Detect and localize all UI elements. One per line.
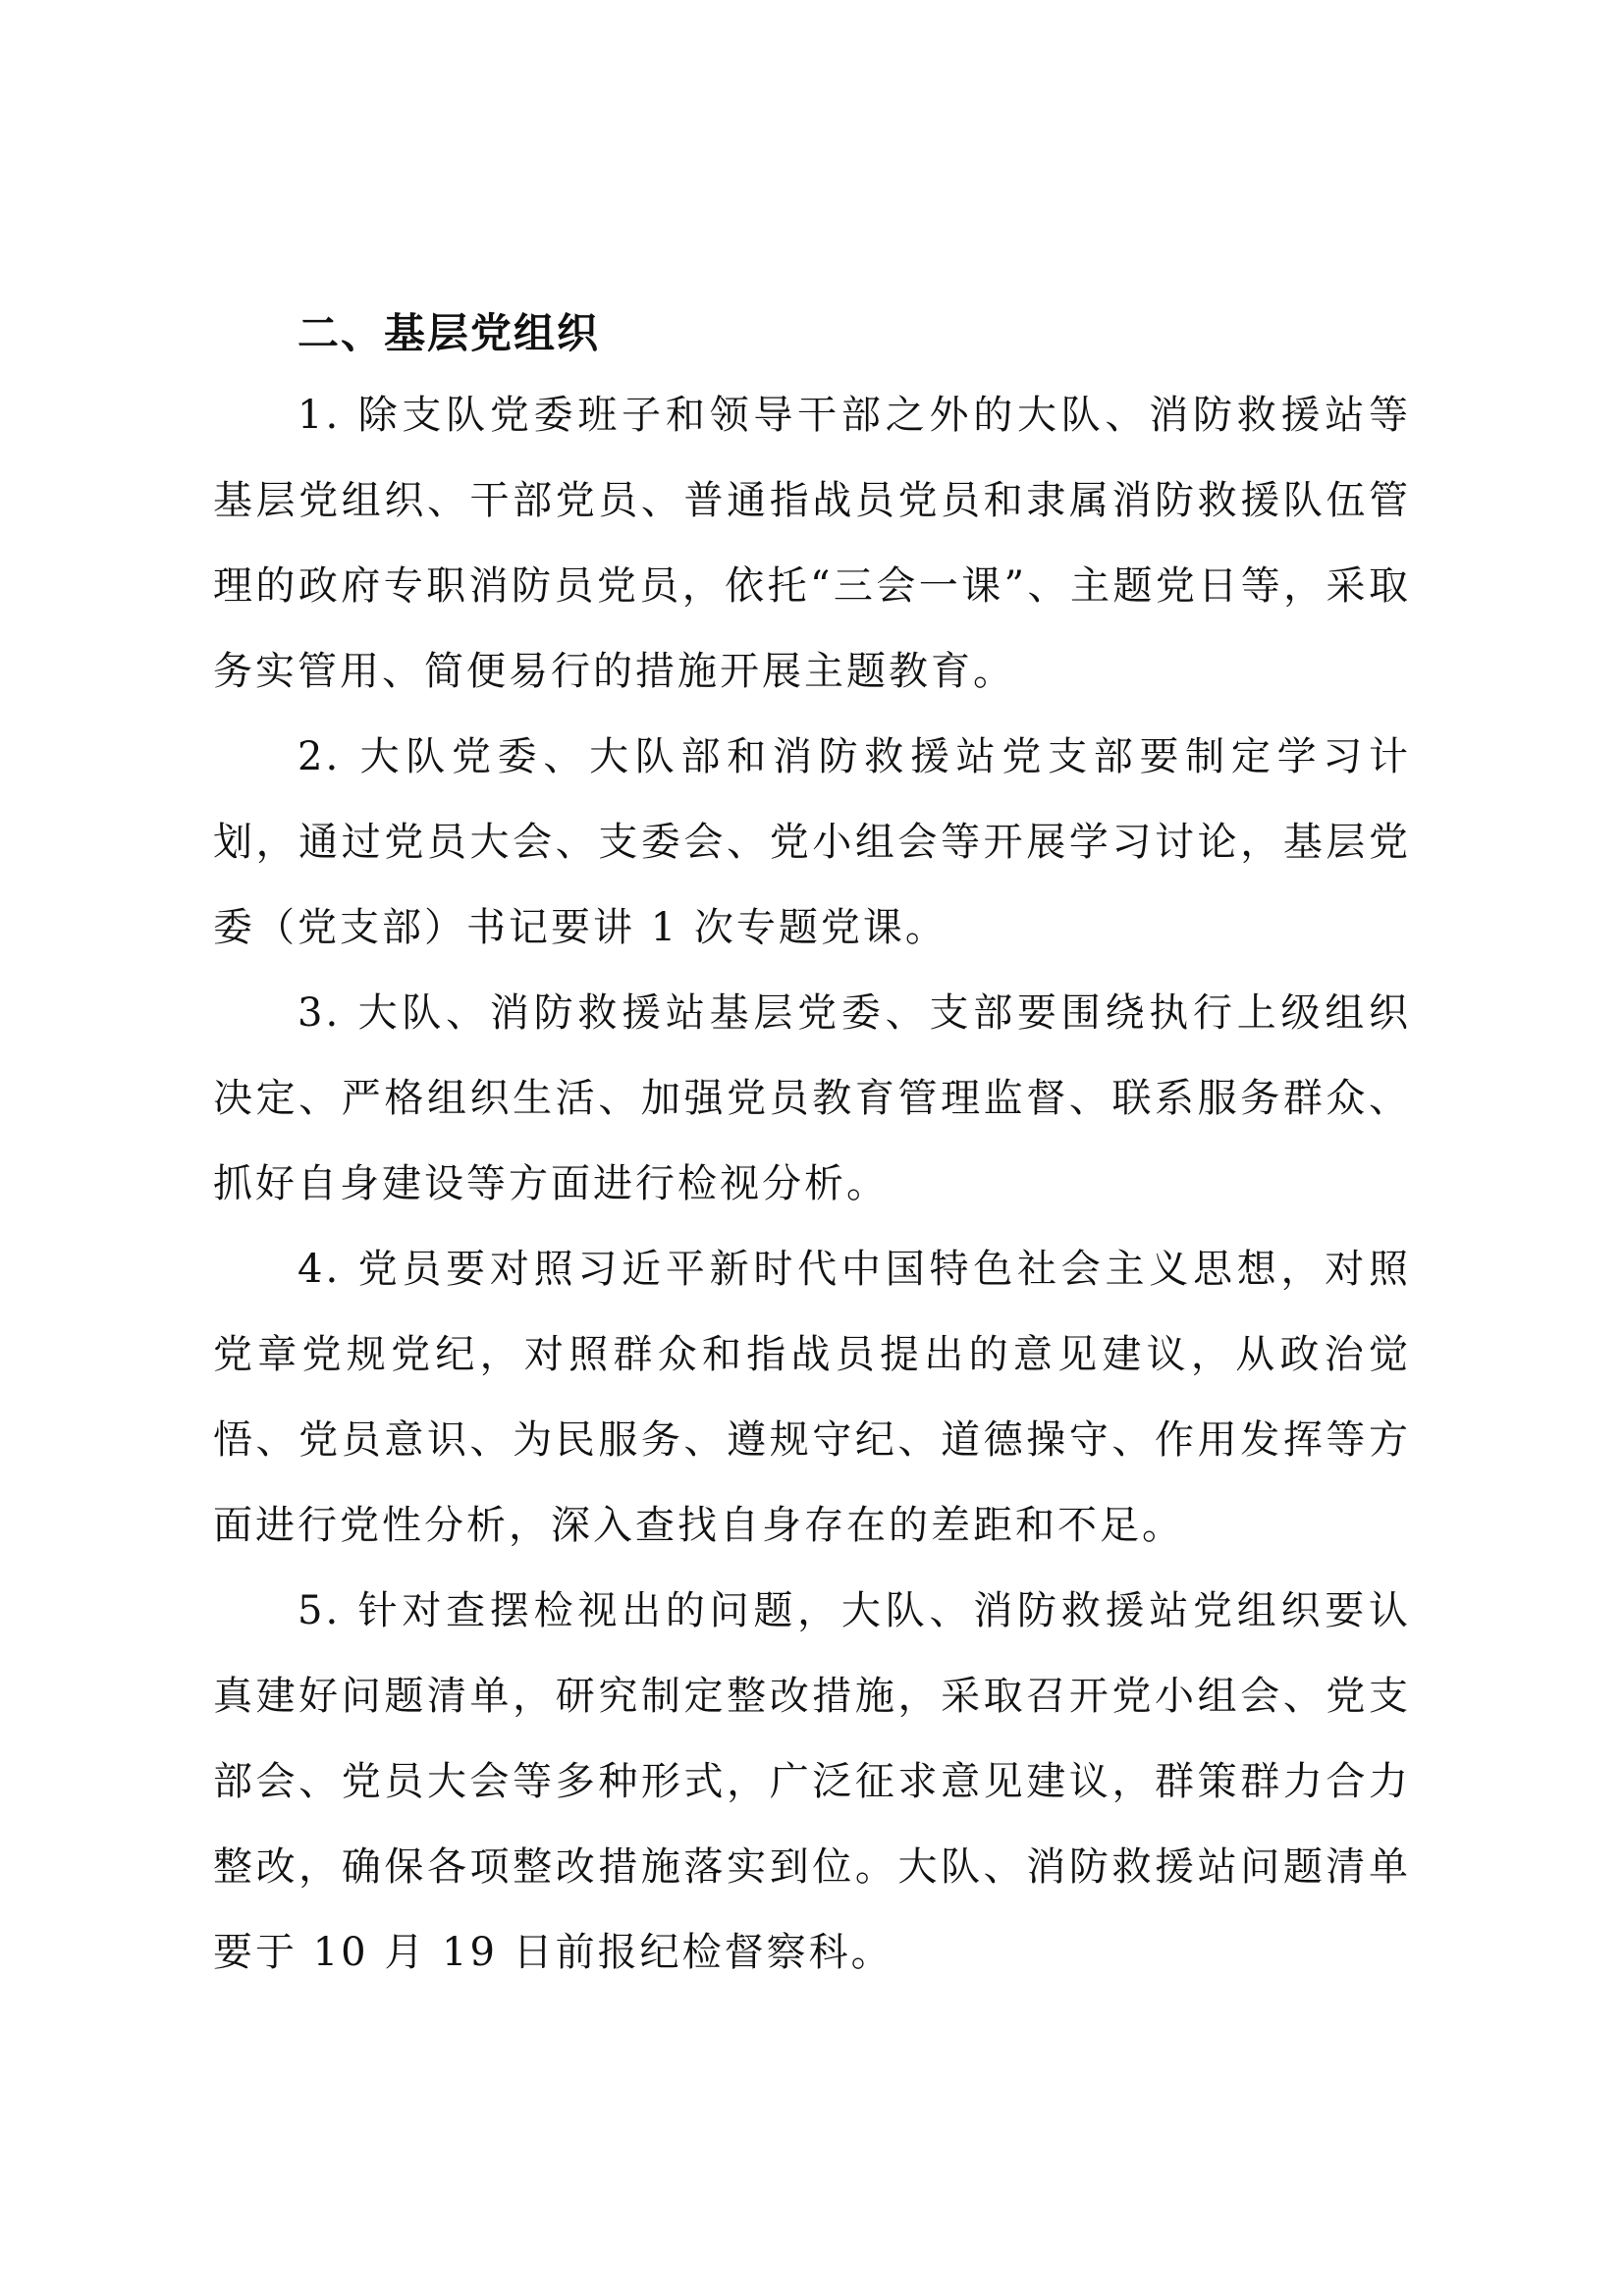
paragraph-2: 2. 大队党委、大队部和消防救援站党支部要制定学习计划，通过党员大会、支委会、党小组会等开展学习讨论，基层党委（党支部）书记要讲 1 次专题党课。 bbox=[213, 734, 1411, 950]
paragraph-5: 5. 针对查摆检视出的问题，大队、消防救援站党组织要认真建好问题清单，研究制定整改措施，采取召开党小组会、党支部会、党员大会等多种形式，广泛征求意见建议，群策群力合力整改，确保各项整改措施落实到位。大队、消防救援站问题清单要于 10 月 19 日前报纪检督察科。 bbox=[213, 1588, 1411, 1975]
section-heading: 二、基层党组织 bbox=[298, 309, 601, 357]
paragraph-4: 4. 党员要对照习近平新时代中国特色社会主义思想，对照党章党规党纪，对照群众和指战员提出的意见建议，从政治觉悟、党员意识、为民服务、遵规守纪、道德操守、作用发挥等方面进行党性分析，深入查找自身存在的差距和不足。 bbox=[213, 1247, 1411, 1548]
paragraph-1: 1. 除支队党委班子和领导干部之外的大队、消防救援站等基层党组织、干部党员、普通指战员党员和隶属消防救援队伍管理的政府专职消防员党员，依托“三会一课”、主题党日等，采取务实管用、简便易行的措施开展主题教育。 bbox=[213, 393, 1411, 694]
paragraph-3: 3. 大队、消防救援站基层党委、支部要围绕执行上级组织决定、严格组织生活、加强党员教育管理监督、联系服务群众、抓好自身建设等方面进行检视分析。 bbox=[213, 990, 1411, 1206]
document-body bbox=[213, 294, 1411, 1996]
